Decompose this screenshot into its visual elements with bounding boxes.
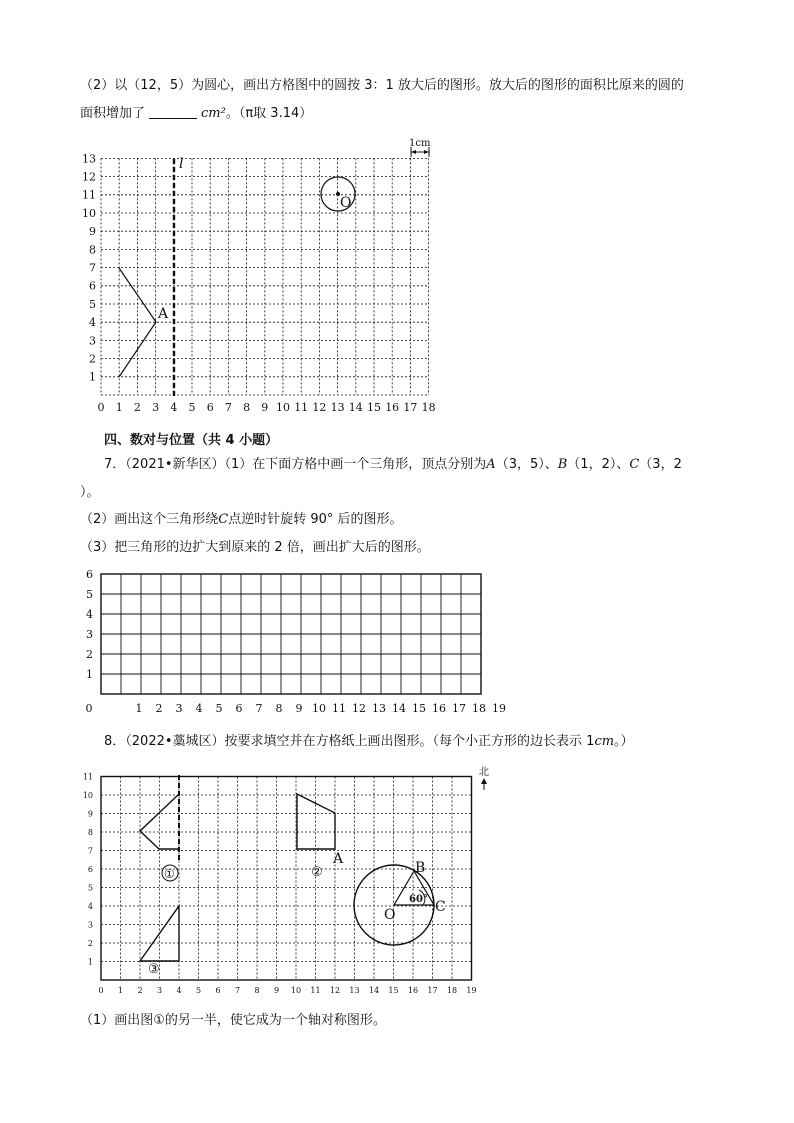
center-o-label: O bbox=[340, 195, 352, 211]
x-tick-label: 8 bbox=[275, 702, 283, 715]
point-b-ref: B bbox=[557, 457, 568, 472]
x-tick-label: 18 bbox=[421, 401, 436, 414]
x-tick-label: 17 bbox=[403, 401, 418, 414]
x-tick-label: 1 bbox=[117, 986, 124, 995]
y-tick-label: 1 bbox=[89, 370, 96, 384]
x-tick-label: 4 bbox=[170, 401, 178, 414]
x-tick-label: 16 bbox=[385, 401, 400, 414]
x-tick-label: 15 bbox=[412, 702, 426, 715]
y-tick-label: 5 bbox=[87, 883, 93, 893]
x-tick-label: 9 bbox=[261, 401, 269, 414]
figure-2 bbox=[297, 794, 335, 849]
y-tick-label: 3 bbox=[87, 920, 93, 930]
x-tick-label: 19 bbox=[466, 986, 477, 995]
x-tick-label: 15 bbox=[388, 986, 399, 995]
question-8-part1: （1）画出图①的另一半，使它成为一个轴对称图形。 bbox=[80, 1013, 386, 1028]
section-4-heading: 四、数对与位置（共 4 小题） bbox=[104, 433, 279, 448]
question-2-text: 面积增加了 bbox=[80, 106, 146, 121]
x-tick-label: 2 bbox=[133, 401, 141, 414]
point-a-ref: A bbox=[486, 457, 496, 472]
x-tick-label: 4 bbox=[176, 986, 182, 995]
x-tick-label: 14 bbox=[368, 986, 380, 995]
fig1-label: ① bbox=[164, 867, 175, 881]
angle-label: 60° bbox=[409, 894, 428, 905]
q8-end: 。） bbox=[614, 734, 634, 749]
x-tick-label: 16 bbox=[432, 702, 446, 715]
x-tick-label: 10 bbox=[276, 401, 290, 414]
x-tick-label: 12 bbox=[329, 986, 341, 995]
x-tick-label: 13 bbox=[330, 401, 345, 414]
y-tick-label: 9 bbox=[89, 225, 96, 239]
x-tick-label: 13 bbox=[349, 986, 360, 995]
x-tick-label: 7 bbox=[234, 986, 241, 995]
y-tick-label: 3 bbox=[86, 627, 93, 641]
x-tick-label: 17 bbox=[427, 986, 438, 995]
x-tick-label: 3 bbox=[175, 702, 183, 715]
y-tick-label: 6 bbox=[89, 279, 96, 293]
x-tick-label: 17 bbox=[452, 702, 466, 715]
x-tick-label: 13 bbox=[372, 702, 386, 715]
fig2-point-a: A bbox=[333, 851, 344, 867]
x-tick-label: 0 bbox=[85, 702, 93, 715]
y-tick-label: 7 bbox=[89, 261, 96, 275]
point-b-label: B bbox=[415, 860, 426, 876]
fig2-label: ② bbox=[311, 865, 323, 880]
point-a-coord: （3，5）、 bbox=[495, 457, 558, 472]
x-tick-label: 14 bbox=[392, 702, 406, 715]
x-tick-label: 11 bbox=[294, 401, 309, 414]
x-tick-label: 11 bbox=[332, 702, 346, 715]
q7-part2-rest: 点逆时针旋转 90° 后的图形。 bbox=[228, 512, 403, 527]
x-tick-label: 18 bbox=[472, 702, 486, 715]
north-arrow-head-icon bbox=[481, 778, 487, 784]
x-tick-label: 10 bbox=[290, 986, 302, 995]
x-tick-label: 12 bbox=[312, 401, 327, 414]
q7-part2-c: C bbox=[218, 512, 229, 527]
x-tick-label: 6 bbox=[206, 401, 214, 414]
y-tick-label: 10 bbox=[82, 206, 96, 220]
y-tick-label: 11 bbox=[82, 188, 96, 202]
q7-part2-text: （2）画出这个三角形绕 bbox=[80, 512, 219, 527]
grid-border bbox=[101, 777, 472, 981]
x-tick-label: 8 bbox=[254, 986, 260, 995]
question-7-part3: （3）把三角形的边扩大到原来的 2 倍，画出扩大后的图形。 bbox=[80, 540, 430, 555]
x-tick-label: 4 bbox=[195, 702, 203, 715]
question-8-text: 8．（2022•藁城区）按要求填空并在方格纸上画出图形。（每个小正方形的边长表示 1 bbox=[104, 734, 595, 749]
x-tick-label: 9 bbox=[273, 986, 280, 995]
y-tick-label: 1 bbox=[86, 667, 93, 681]
y-tick-label: 11 bbox=[82, 772, 93, 782]
y-tick-label: 3 bbox=[89, 334, 96, 348]
x-tick-label: 15 bbox=[367, 401, 381, 414]
x-tick-label: 11 bbox=[310, 986, 321, 995]
y-tick-label: 4 bbox=[86, 607, 93, 621]
point-a-label: A bbox=[158, 306, 169, 322]
y-tick-label: 4 bbox=[89, 316, 96, 330]
point-b-coord: （1，2）、 bbox=[567, 457, 630, 472]
x-tick-label: 7 bbox=[224, 401, 232, 414]
x-tick-label: 6 bbox=[215, 986, 221, 995]
x-tick-label: 5 bbox=[195, 986, 202, 995]
question-7-line1-cont: ）。 bbox=[80, 485, 100, 500]
point-o-label: O bbox=[384, 907, 396, 923]
x-tick-label: 1 bbox=[115, 401, 123, 414]
x-tick-label: 8 bbox=[243, 401, 251, 414]
scale-label: 1cm bbox=[409, 138, 431, 149]
unit-cm2: cm² bbox=[201, 106, 226, 121]
line-l-label: l bbox=[179, 156, 184, 172]
y-tick-label: 2 bbox=[89, 352, 96, 366]
x-tick-label: 19 bbox=[492, 702, 506, 715]
y-tick-label: 2 bbox=[86, 647, 93, 661]
y-tick-label: 2 bbox=[87, 938, 93, 948]
x-tick-label: 5 bbox=[215, 702, 223, 715]
north-label: 北 bbox=[479, 767, 489, 778]
y-tick-label: 7 bbox=[87, 846, 93, 856]
x-tick-label: 18 bbox=[446, 986, 458, 995]
question-2-line1: （2）以（12，5）为圆心，画出方格图中的圆按 3：1 放大后的图形。放大后的图形的面积比原来的圆的 bbox=[80, 78, 684, 93]
x-tick-label: 3 bbox=[156, 986, 163, 995]
y-tick-label: 1 bbox=[87, 957, 93, 967]
point-c-coord: （3，2 bbox=[639, 457, 682, 472]
q8-unit: cm bbox=[594, 734, 615, 749]
point-c-ref: C bbox=[629, 457, 640, 472]
x-tick-label: 14 bbox=[348, 401, 363, 414]
y-tick-label: 13 bbox=[82, 152, 96, 166]
x-tick-label: 9 bbox=[295, 702, 303, 715]
y-tick-label: 6 bbox=[87, 864, 93, 874]
x-tick-label: 7 bbox=[255, 702, 263, 715]
x-tick-label: 10 bbox=[312, 702, 326, 715]
y-tick-label: 10 bbox=[82, 790, 93, 800]
y-tick-label: 8 bbox=[89, 243, 96, 257]
x-tick-label: 3 bbox=[152, 401, 160, 414]
question-2-pi: 。（π取 3.14） bbox=[225, 106, 313, 121]
x-tick-label: 1 bbox=[135, 702, 143, 715]
x-tick-label: 16 bbox=[407, 986, 419, 995]
x-tick-label: 0 bbox=[97, 401, 105, 414]
x-tick-label: 2 bbox=[137, 986, 143, 995]
y-tick-label: 4 bbox=[87, 901, 93, 911]
x-tick-label: 5 bbox=[188, 401, 196, 414]
question-7-text: 7．（2021•新华区）（1）在下面方格中画一个三角形，顶点分别为 bbox=[104, 457, 487, 472]
y-tick-label: 9 bbox=[87, 809, 93, 819]
grid-3-lines bbox=[101, 777, 472, 981]
x-tick-label: 2 bbox=[155, 702, 163, 715]
point-c-label: C bbox=[435, 899, 446, 915]
x-tick-label: 6 bbox=[235, 702, 243, 715]
y-tick-label: 5 bbox=[89, 297, 96, 311]
y-tick-label: 12 bbox=[82, 170, 96, 184]
y-tick-label: 8 bbox=[87, 827, 93, 837]
y-tick-label: 6 bbox=[86, 567, 93, 581]
x-tick-label: 0 bbox=[98, 986, 104, 995]
x-tick-label: 12 bbox=[352, 702, 366, 715]
y-tick-label: 5 bbox=[86, 587, 93, 601]
fig3-label: ③ bbox=[148, 962, 160, 977]
